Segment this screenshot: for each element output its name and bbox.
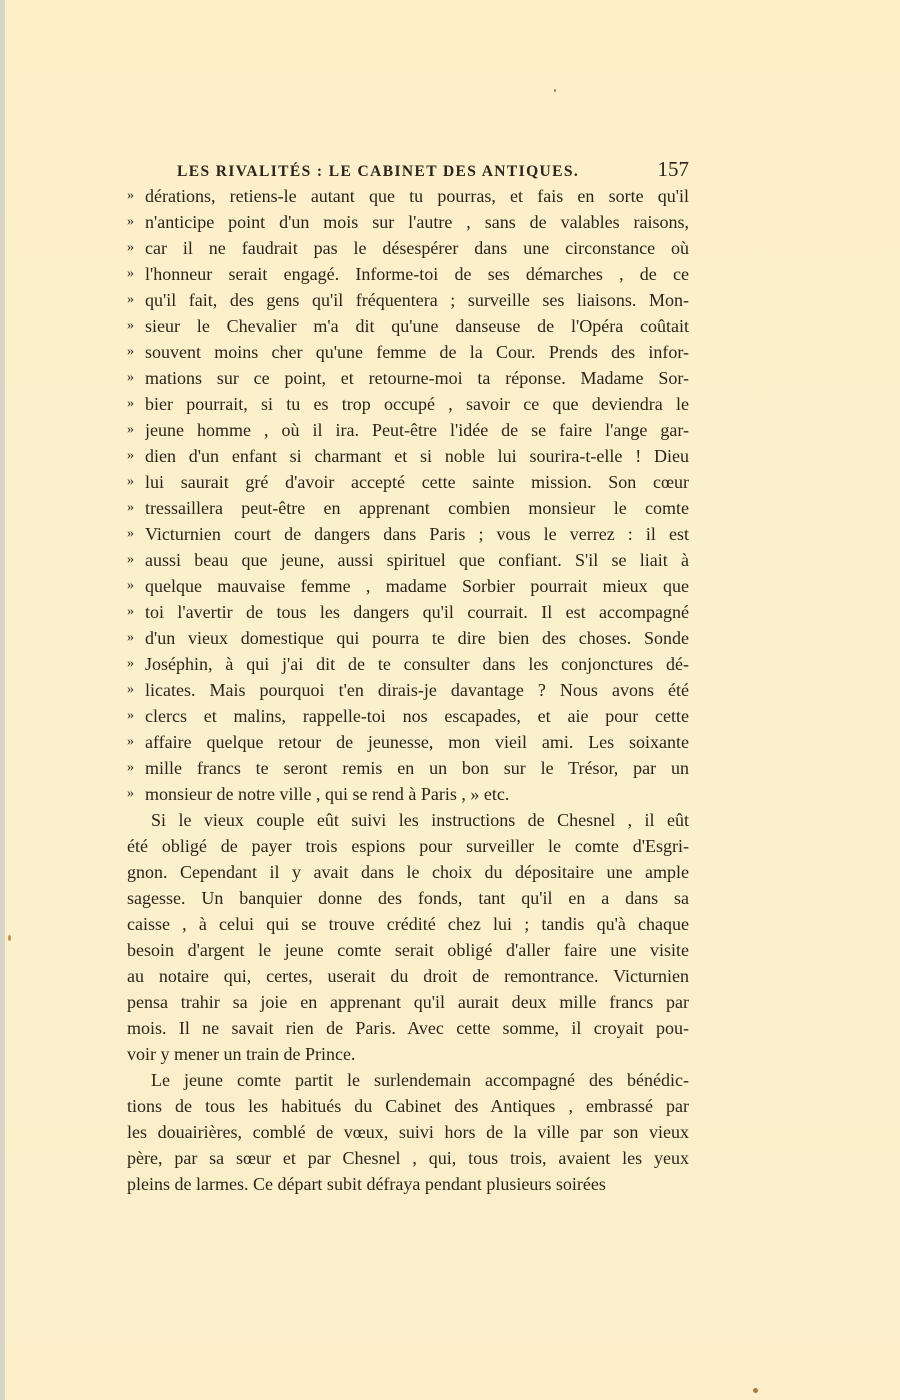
quote-mark: » [127, 500, 134, 515]
quote-mark: » [127, 656, 134, 671]
line-text: monsieur de notre ville , qui se rend à Paris , » etc. [145, 784, 510, 804]
quoted-letter [127, 183, 689, 807]
text-line [127, 287, 689, 313]
text-line [127, 1093, 689, 1119]
quote-mark: » [127, 578, 134, 593]
text-line [127, 703, 689, 729]
line-text: qu'il fait, des gens qu'il fréquentera ; surveille ses liaisons. Mon- [145, 290, 689, 310]
text-line [127, 651, 689, 677]
quote-mark: » [127, 318, 134, 333]
line-text: bier pourrait, si tu es trop occupé , savoir ce que deviendra le [145, 394, 689, 414]
text-line [127, 677, 689, 703]
text-line [127, 469, 689, 495]
text-line [127, 963, 689, 989]
text-line [127, 1171, 689, 1197]
line-text: besoin d'argent le jeune comte serait obligé d'aller faire une visite [127, 940, 689, 960]
text-line [127, 261, 689, 287]
quote-mark: » [127, 526, 134, 541]
line-text: dérations, retiens-le autant que tu pourras, et fais en sorte qu'il [145, 186, 689, 206]
text-line [127, 1015, 689, 1041]
line-text: voir y mener un train de Prince. [127, 1044, 356, 1064]
text-line [127, 1119, 689, 1145]
line-text: été obligé de payer trois espions pour surveiller le comte d'Esgri- [127, 836, 689, 856]
line-text: clercs et malins, rappelle-toi nos escapades, et aie pour cette [145, 706, 689, 726]
quote-mark: » [127, 188, 134, 203]
text-line [127, 521, 689, 547]
text-line [127, 235, 689, 261]
text-line [127, 885, 689, 911]
line-text: au notaire qui, certes, userait du droit de remontrance. Victurnien [127, 966, 689, 986]
quote-mark: » [127, 214, 134, 229]
quote-mark: » [127, 422, 134, 437]
line-text: père, par sa sœur et par Chesnel , qui, tous trois, avaient les yeux [127, 1148, 689, 1168]
line-text: Victurnien court de dangers dans Paris ; vous le verrez : il est [145, 524, 689, 544]
text-line [127, 729, 689, 755]
line-text: licates. Mais pourquoi t'en dirais-je davantage ? Nous avons été [145, 680, 689, 700]
quote-mark: » [127, 760, 134, 775]
page-number: 157 [657, 157, 689, 181]
text-line [127, 625, 689, 651]
text-line [127, 755, 689, 781]
text-line [127, 599, 689, 625]
line-text: affaire quelque retour de jeunesse, mon vieil ami. Les soixante [145, 732, 689, 752]
line-text: n'anticipe point d'un mois sur l'autre , sans de valables raisons, [145, 212, 689, 232]
line-text: tressaillera peut-être en apprenant combien monsieur le comte [145, 498, 689, 518]
quote-mark: » [127, 370, 134, 385]
line-text: quelque mauvaise femme , madame Sorbier pourrait mieux que [145, 576, 689, 596]
text-line [127, 833, 689, 859]
text-line [127, 209, 689, 235]
quote-mark: » [127, 552, 134, 567]
text-line [127, 183, 689, 209]
text-line [127, 443, 689, 469]
paragraph-2 [127, 1067, 689, 1197]
quote-mark: » [127, 630, 134, 645]
text-line [127, 781, 689, 807]
line-text: Joséphin, à qui j'ai dit de te consulter dans les conjonctures dé- [145, 654, 689, 674]
text-line [127, 1041, 689, 1067]
text-line [127, 859, 689, 885]
line-text: pensa trahir sa joie en apprenant qu'il aurait deux mille francs par [127, 992, 689, 1012]
line-text: mois. Il ne savait rien de Paris. Avec cette somme, il croyait pou- [127, 1018, 689, 1038]
line-text: Le jeune comte partit le surlendemain accompagné des bénédic- [151, 1070, 689, 1090]
quote-mark: » [127, 474, 134, 489]
body-text [127, 183, 689, 1197]
line-text: pleins de larmes. Ce départ subit défraya pendant plusieurs soirées [127, 1174, 606, 1194]
quote-mark: » [127, 292, 134, 307]
quote-mark: » [127, 266, 134, 281]
text-line [127, 807, 689, 833]
running-title: LES RIVALITÉS : LE CABINET DES ANTIQUES. [177, 163, 580, 180]
line-text: jeune homme , où il ira. Peut-être l'idée de se faire l'ange gar- [145, 420, 689, 440]
quote-mark: » [127, 786, 134, 801]
quote-mark: » [127, 708, 134, 723]
line-text: d'un vieux domestique qui pourra te dire bien des choses. Sonde [145, 628, 689, 648]
quote-mark: » [127, 604, 134, 619]
text-line [127, 573, 689, 599]
paragraph-1 [127, 807, 689, 1067]
line-text: mations sur ce point, et retourne-moi ta réponse. Madame Sor- [145, 368, 689, 388]
line-text: aussi beau que jeune, aussi spirituel que confiant. S'il se liait à [145, 550, 689, 570]
line-text: dien d'un enfant si charmant et si noble lui sourira-t-elle ! Dieu [145, 446, 689, 466]
line-text: gnon. Cependant il y avait dans le choix du dépositaire une ample [127, 862, 689, 882]
text-line [127, 989, 689, 1015]
line-text: l'honneur serait engagé. Informe-toi de ses démarches , de ce [145, 264, 689, 284]
text-line [127, 365, 689, 391]
text-line [127, 339, 689, 365]
text-line [127, 1145, 689, 1171]
line-text: sieur le Chevalier m'a dit qu'une danseuse de l'Opéra coûtait [145, 316, 689, 336]
paper-speck [8, 935, 11, 941]
text-line [127, 391, 689, 417]
text-line [127, 417, 689, 443]
paper-speck [753, 1388, 758, 1393]
line-text: Si le vieux couple eût suivi les instructions de Chesnel , il eût [151, 810, 689, 830]
text-line [127, 547, 689, 573]
line-text: caisse , à celui qui se trouve crédité chez lui ; tandis qu'à chaque [127, 914, 689, 934]
line-text: lui saurait gré d'avoir accepté cette sainte mission. Son cœur [145, 472, 689, 492]
text-line [127, 1067, 689, 1093]
quote-mark: » [127, 734, 134, 749]
line-text: souvent moins cher qu'une femme de la Cour. Prends des infor- [145, 342, 689, 362]
quote-mark: » [127, 396, 134, 411]
quote-mark: » [127, 682, 134, 697]
paper-speck [554, 89, 556, 92]
text-line [127, 911, 689, 937]
quote-mark: » [127, 240, 134, 255]
quote-mark: » [127, 344, 134, 359]
quote-mark: » [127, 448, 134, 463]
line-text: les douairières, comblé de vœux, suivi hors de la ville par son vieux [127, 1122, 689, 1142]
line-text: toi l'avertir de tous les dangers qu'il courrait. Il est accompagné [145, 602, 689, 622]
text-line [127, 937, 689, 963]
line-text: sagesse. Un banquier donne des fonds, tant qu'il en a dans sa [127, 888, 689, 908]
line-text: mille francs te seront remis en un bon sur le Trésor, par un [145, 758, 689, 778]
text-line [127, 313, 689, 339]
line-text: tions de tous les habitués du Cabinet des Antiques , embrassé par [127, 1096, 689, 1116]
line-text: car il ne faudrait pas le désespérer dans une circonstance où [145, 238, 689, 258]
text-line [127, 495, 689, 521]
